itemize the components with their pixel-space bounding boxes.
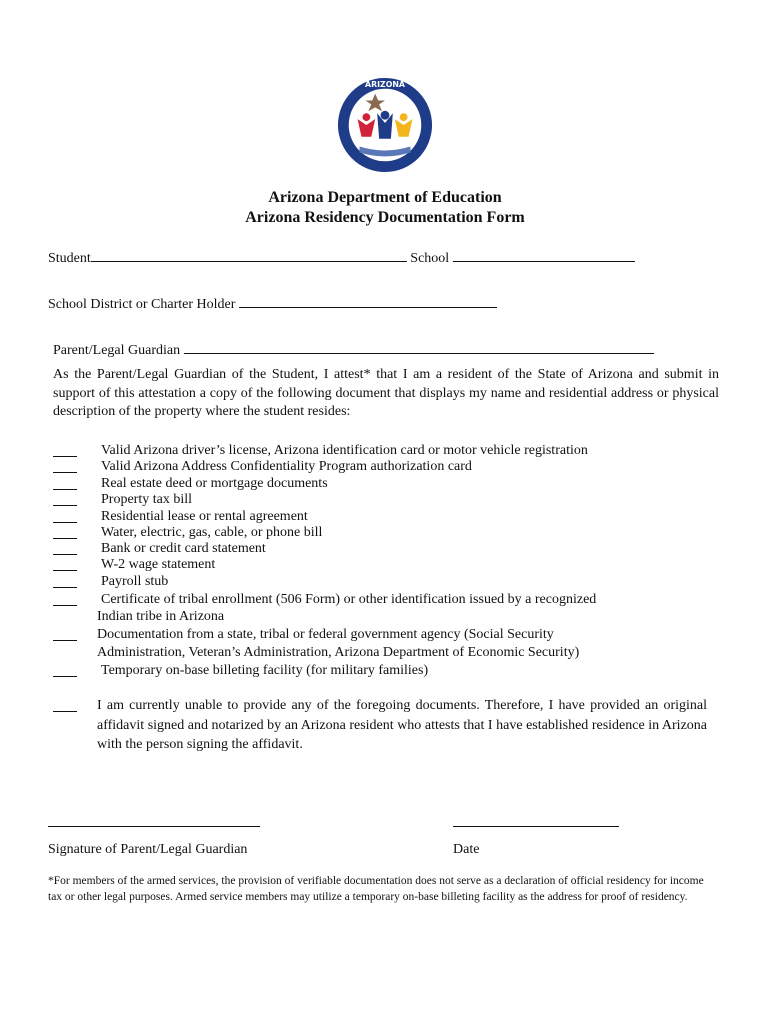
- title-line-1: Arizona Department of Education: [268, 189, 502, 206]
- list-item: Documentation from a state, tribal or federal government agency (Social Security: [97, 627, 554, 642]
- checkbox-blank[interactable]: [53, 570, 77, 571]
- checkbox-blank[interactable]: [53, 472, 77, 473]
- list-item: Bank or credit card statement: [101, 541, 266, 556]
- checkbox-blank[interactable]: [53, 640, 77, 641]
- list-item: Property tax bill: [101, 492, 192, 507]
- list-item-continued: Administration, Veteran’s Administration, Arizona Department of Economic Security): [97, 645, 580, 660]
- checkbox-blank[interactable]: [53, 489, 77, 490]
- signature-line[interactable]: [48, 826, 260, 827]
- list-item: Temporary on-base billeting facility (for military families): [101, 663, 429, 678]
- list-item: W-2 wage statement: [101, 557, 216, 572]
- school-label: School: [410, 251, 450, 266]
- date-label: Date: [453, 842, 480, 857]
- signature-label: Signature of Parent/Legal Guardian: [48, 842, 248, 857]
- list-item: Certificate of tribal enrollment (506 Form) or other identification issued by a recognized: [101, 592, 597, 607]
- affidavit-checkbox-blank[interactable]: [53, 711, 77, 712]
- district-field[interactable]: [48, 294, 497, 313]
- footnote: *For members of the armed services, the provision of verifiable documentation does not serve as a declaration of official residency for income tax or other legal purposes. Armed service members may utilize a temporary on-base billeting facility as the address for proof of residency.: [48, 875, 704, 903]
- title-line-2: Arizona Residency Documentation Form: [245, 209, 525, 226]
- list-item: Valid Arizona driver’s license, Arizona identification card or motor vehicle registration: [101, 443, 588, 458]
- checkbox-blank[interactable]: [53, 522, 77, 523]
- checkbox-blank[interactable]: [53, 676, 77, 677]
- checkbox-blank[interactable]: [53, 605, 77, 606]
- list-item-continued: Indian tribe in Arizona: [97, 609, 225, 624]
- student-label: Student: [48, 251, 91, 266]
- checkbox-blank[interactable]: [53, 587, 77, 588]
- list-item: Valid Arizona Address Confidentiality Program authorization card: [101, 459, 472, 474]
- date-line[interactable]: [453, 826, 619, 827]
- guardian-label: Parent/Legal Guardian: [53, 343, 181, 358]
- list-item: Water, electric, gas, cable, or phone bill: [101, 525, 323, 540]
- student-field[interactable]: [48, 248, 635, 267]
- checkbox-blank[interactable]: [53, 554, 77, 555]
- svg-text:ARIZONA: ARIZONA: [365, 79, 405, 89]
- attestation-text: As the Parent/Legal Guardian of the Student, I attest* that I am a resident of the State of Arizona and submit in support of this attestation a copy of the following document that displays my name and residential address or physical description of the property where the student resides:: [53, 367, 719, 419]
- affidavit-text: I am currently unable to provide any of the foregoing documents. Therefore, I have provided an original affidavit signed and notarized by an Arizona resident who attests that I have established residence in Arizona with the person signing the affidavit.: [97, 698, 707, 752]
- district-label: School District or Charter Holder: [48, 297, 236, 312]
- checkbox-blank[interactable]: [53, 538, 77, 539]
- checkbox-blank[interactable]: [53, 505, 77, 506]
- list-item: Residential lease or rental agreement: [101, 509, 308, 524]
- list-item: Payroll stub: [101, 574, 169, 589]
- ade-logo: [336, 76, 434, 174]
- list-item: Real estate deed or mortgage documents: [101, 476, 328, 491]
- checkbox-blank[interactable]: [53, 456, 77, 457]
- guardian-field[interactable]: [53, 340, 654, 359]
